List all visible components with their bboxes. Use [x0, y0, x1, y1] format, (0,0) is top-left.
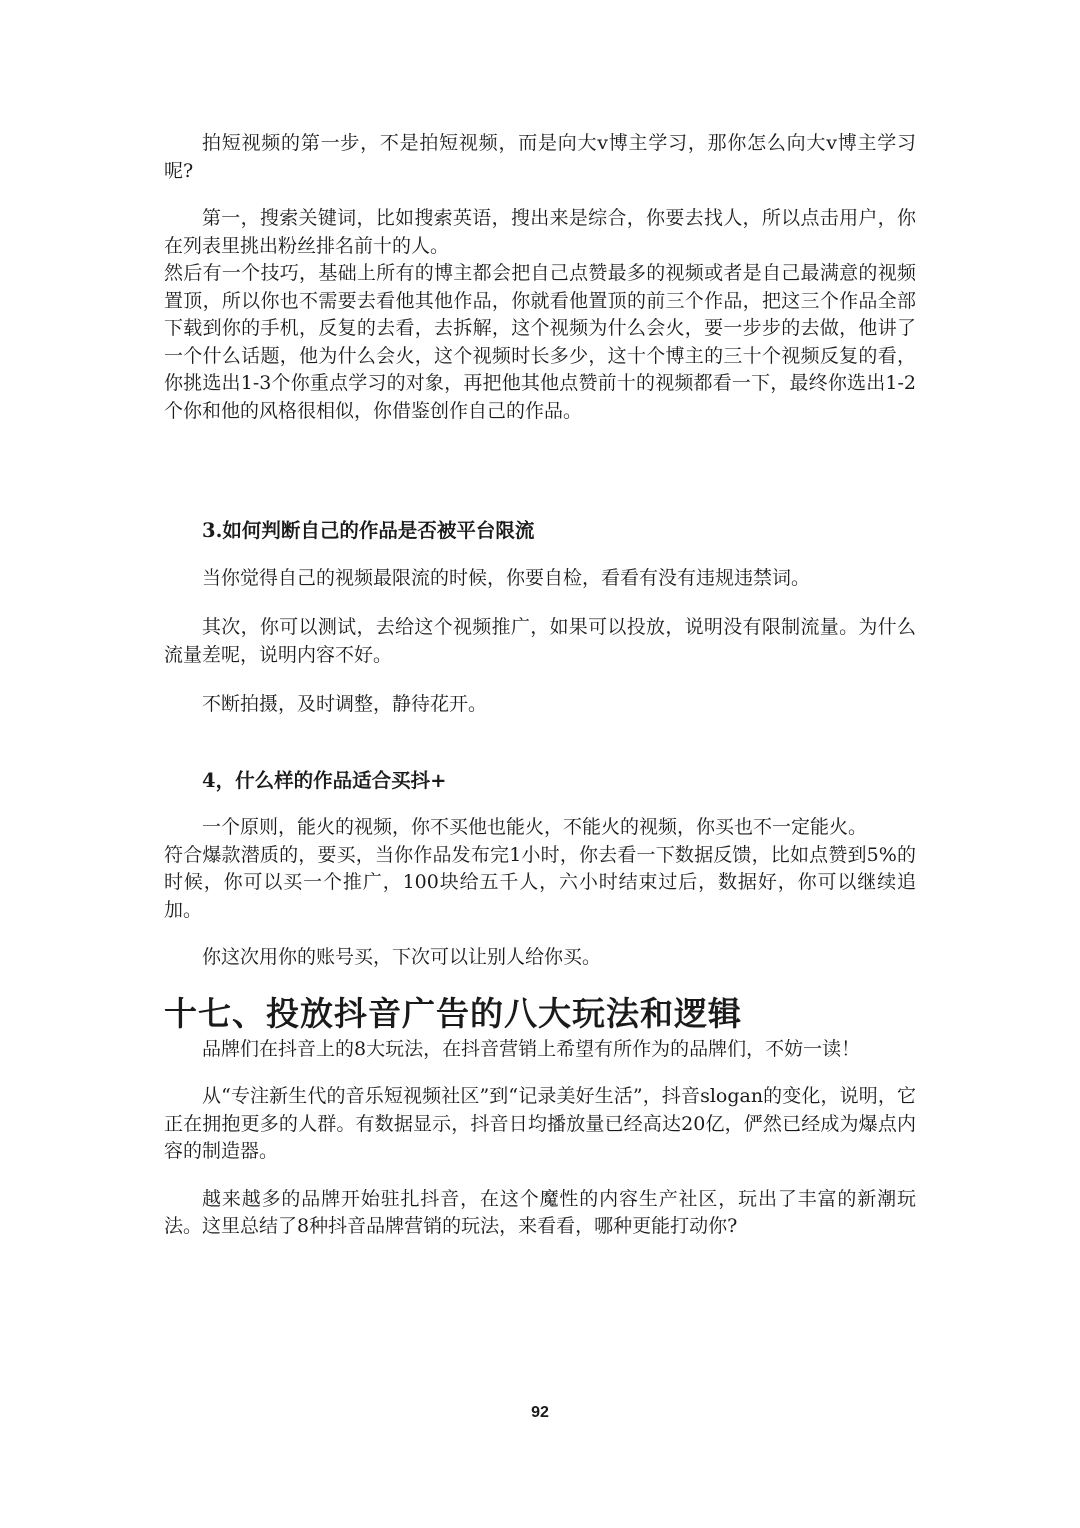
section-3-paragraph-2: 其次，你可以测试，去给这个视频推广，如果可以投放，说明没有限制流量。为什么流量差呢，说明内容不好。 — [164, 616, 916, 666]
paragraph-step-one: 第一，搜索关键词，比如搜索英语，搜出来是综合，你要去找人，所以点击用户，你在列表里挑出粉丝排名前十的人。 — [164, 207, 916, 257]
chapter-17-title: 十七、投放抖音广告的八大玩法和逻辑 — [164, 993, 742, 1033]
section-3-paragraph-1: 当你觉得自己的视频最限流的时候，你要自检，看看有没有违规违禁词。 — [202, 566, 811, 589]
chapter-17-paragraph-3: 越来越多的品牌开始驻扎抖音，在这个魔性的内容生产社区，玩出了丰富的新潮玩法。这里总结了8种抖音品牌营销的玩法，来看看，哪种更能打动你? — [164, 1187, 916, 1237]
section-4-paragraph-3: 你这次用你的账号买，下次可以让别人给你买。 — [202, 946, 602, 968]
paragraph-intro: 拍短视频的第一步，不是拍短视频，而是向大v博主学习，那你怎么向大v博主学习呢? — [164, 132, 916, 182]
chapter-17-paragraph-2: 从“专注新生代的音乐短视频社区”到“记录美好生活”，抖音slogan的变化，说明，它正在拥抱更多的人群。有数据显示，抖音日均播放量已经高达20亿，俨然已经成为爆点内容的制造器。 — [164, 1085, 916, 1162]
chapter-17-paragraph-1: 品牌们在抖音上的8大玩法，在抖音营销上希望有所作为的品牌们，不妨一读！ — [202, 1037, 861, 1060]
page-number: 92 — [531, 1404, 549, 1421]
section-3-paragraph-3: 不断拍摄，及时调整，静待花开。 — [202, 693, 488, 715]
section-4-paragraph-2: 符合爆款潜质的，要买，当你作品发布完1小时，你去看一下数据反馈，比如点赞到5%的时候，你可以买一个推广，100块给五千人，六小时结束过后，数据好，你可以继续追加。 — [164, 843, 916, 921]
section-3-heading: 3.如何判断自己的作品是否被平台限流 — [202, 519, 535, 542]
page-content — [164, 130, 916, 1241]
section-4-paragraph-1: 一个原则，能火的视频，你不买他也能火，不能火的视频，你买也不一定能火。 — [202, 816, 868, 838]
paragraph-tip: 然后有一个技巧，基础上所有的博主都会把自己点赞最多的视频或者是自己最满意的视频置顶，所以你也不需要去看他其他作品，你就看他置顶的前三个作品，把这三个作品全部下载到你的手机，反复的去看，去拆解，这个视频为什么会火，要一步步的去做，他讲了一个什么话题，他为什么会火，这个视频时长多少，这十个博主的三十个视频反复的看，你挑选出1-3个你重点学习的对象，再把他其他点赞前十的视频都看一下，最终你选出1-2个你和他的风格很相似，你借鉴创作自己的作品。 — [164, 262, 916, 422]
section-4-heading: 4，什么样的作品适合买抖+ — [202, 768, 447, 792]
